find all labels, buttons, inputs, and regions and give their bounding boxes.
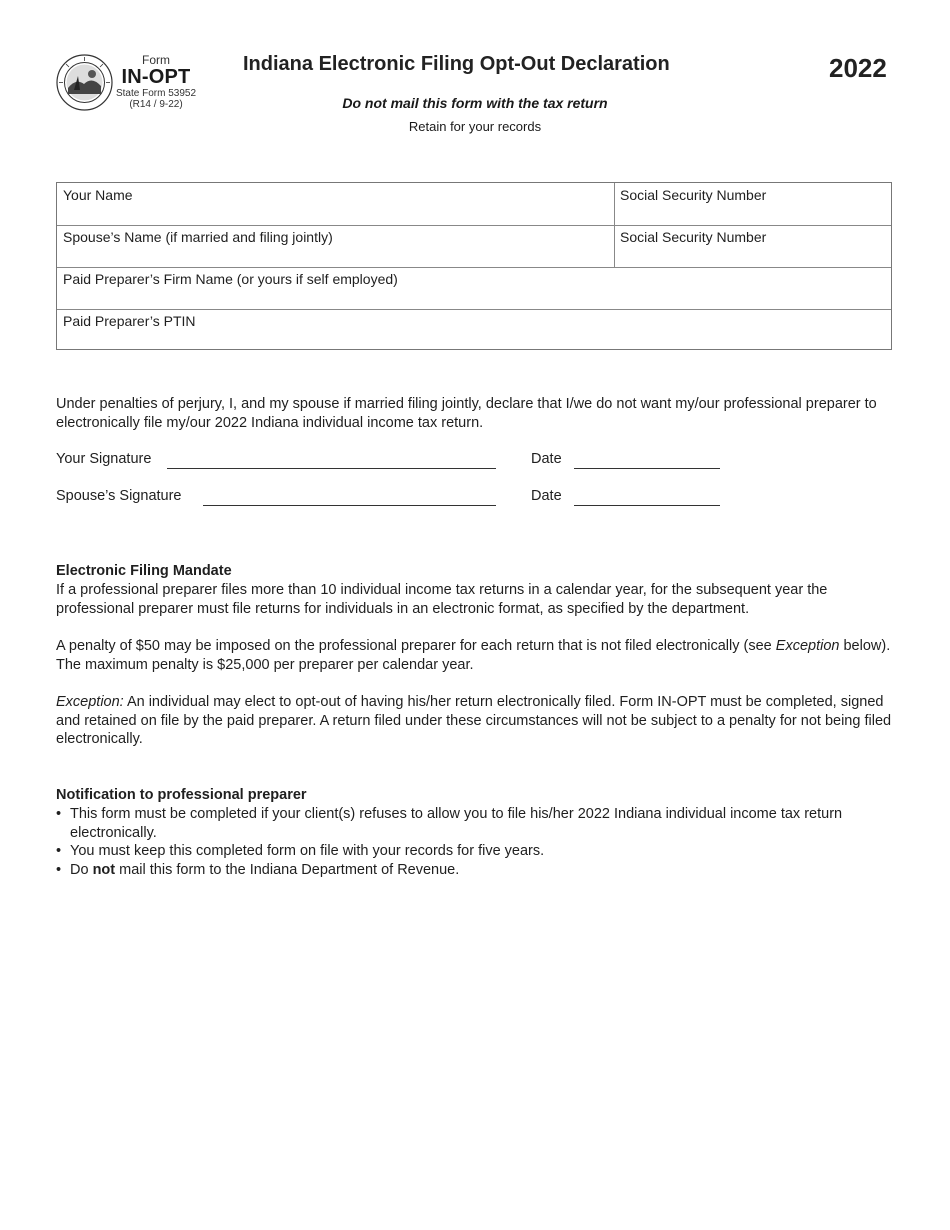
- your-name-field[interactable]: [57, 183, 614, 225]
- penalty-text-b: below). The maximum penalty is $25,000 per preparer per calendar year.: [56, 638, 891, 673]
- date-line-2[interactable]: [574, 489, 720, 506]
- spouse-name-field[interactable]: [57, 225, 614, 267]
- page-title: Indiana Electronic Filing Opt-Out Declaration: [243, 53, 670, 75]
- your-signature-line[interactable]: [167, 452, 496, 469]
- list-item-text: This form must be completed if your client(s) refuses to allow you to file his/her 2022 Indiana individual income tax return electronically.: [70, 806, 843, 841]
- your-ssn-field[interactable]: [614, 183, 892, 225]
- firm-name-label: Paid Preparer’s Firm Name (or yours if self employed): [63, 271, 398, 287]
- notification-heading: Notification to professional preparer: [56, 787, 307, 803]
- revision-code: (R14 / 9-22): [129, 99, 183, 110]
- retain-notice: Retain for your records: [408, 119, 542, 134]
- mandate-paragraph-2: [56, 637, 898, 674]
- bullet: •: [56, 861, 62, 878]
- list-item: [56, 805, 898, 842]
- taxpayer-info-table: [56, 182, 892, 350]
- date-label-2: Date: [531, 488, 562, 504]
- form-word: Form: [142, 53, 170, 67]
- bullet: •: [56, 843, 62, 859]
- penalty-exception-ref: Exception: [775, 638, 840, 654]
- your-signature-label: Your Signature: [56, 451, 152, 467]
- spouse-ssn-label: Social Security Number: [620, 229, 767, 245]
- list-item-emphasis: not: [92, 861, 116, 878]
- list-item: [56, 861, 898, 880]
- list-item-text-b: mail this form to the Indiana Department of Revenue.: [115, 861, 460, 878]
- list-item: [56, 842, 898, 861]
- spouse-ssn-field[interactable]: [614, 225, 892, 267]
- list-item-text: You must keep this completed form on file with your records for five years.: [70, 843, 545, 859]
- list-item-text-a: Do: [70, 861, 93, 878]
- tax-year: 2022: [829, 53, 887, 83]
- spouse-name-label: Spouse’s Name (if married and filing jointly): [63, 229, 333, 245]
- your-name-label: Your Name: [63, 187, 133, 203]
- date-label-1: Date: [531, 451, 562, 467]
- do-not-mail-notice: Do not mail this form with the tax return: [342, 95, 608, 111]
- spouse-signature-label: Spouse’s Signature: [56, 488, 182, 504]
- notification-list: [56, 805, 898, 879]
- spouse-signature-line[interactable]: [203, 489, 496, 506]
- form-id: IN-OPT: [121, 66, 191, 88]
- your-ssn-label: Social Security Number: [620, 187, 767, 203]
- mandate-paragraph-3: [56, 693, 898, 749]
- perjury-declaration: Under penalties of perjury, I, and my spouse if married filing jointly, declare that I/we do not want my/our professional preparer to electronically file my/our 2022 Indiana individual income tax return.: [56, 396, 877, 431]
- penalty-text-a: A penalty of $50 may be imposed on the professional preparer for each return that is not filed electronically (see: [56, 638, 776, 654]
- mandate-heading: Electronic Filing Mandate: [56, 563, 232, 579]
- mandate-paragraph-1: If a professional preparer files more than 10 individual income tax returns in a calendar year, for the subsequent year the professional preparer must file returns for individuals in an electronic format, as specified by the department.: [56, 582, 828, 617]
- date-line-1[interactable]: [574, 452, 720, 469]
- bullet: •: [56, 806, 62, 822]
- firm-name-field[interactable]: [57, 267, 892, 309]
- exception-text: An individual may elect to opt-out of having his/her return electronically filed. Form IN-OPT must be completed, signed and retained on file by the paid preparer. A return filed under these circumstances will not be subject to a penalty for not being filed electronically.: [56, 694, 892, 747]
- exception-label: Exception:: [56, 694, 124, 710]
- ptin-label: Paid Preparer’s PTIN: [63, 313, 196, 329]
- state-form-number: State Form 53952: [115, 88, 197, 99]
- ptin-field[interactable]: [57, 309, 892, 351]
